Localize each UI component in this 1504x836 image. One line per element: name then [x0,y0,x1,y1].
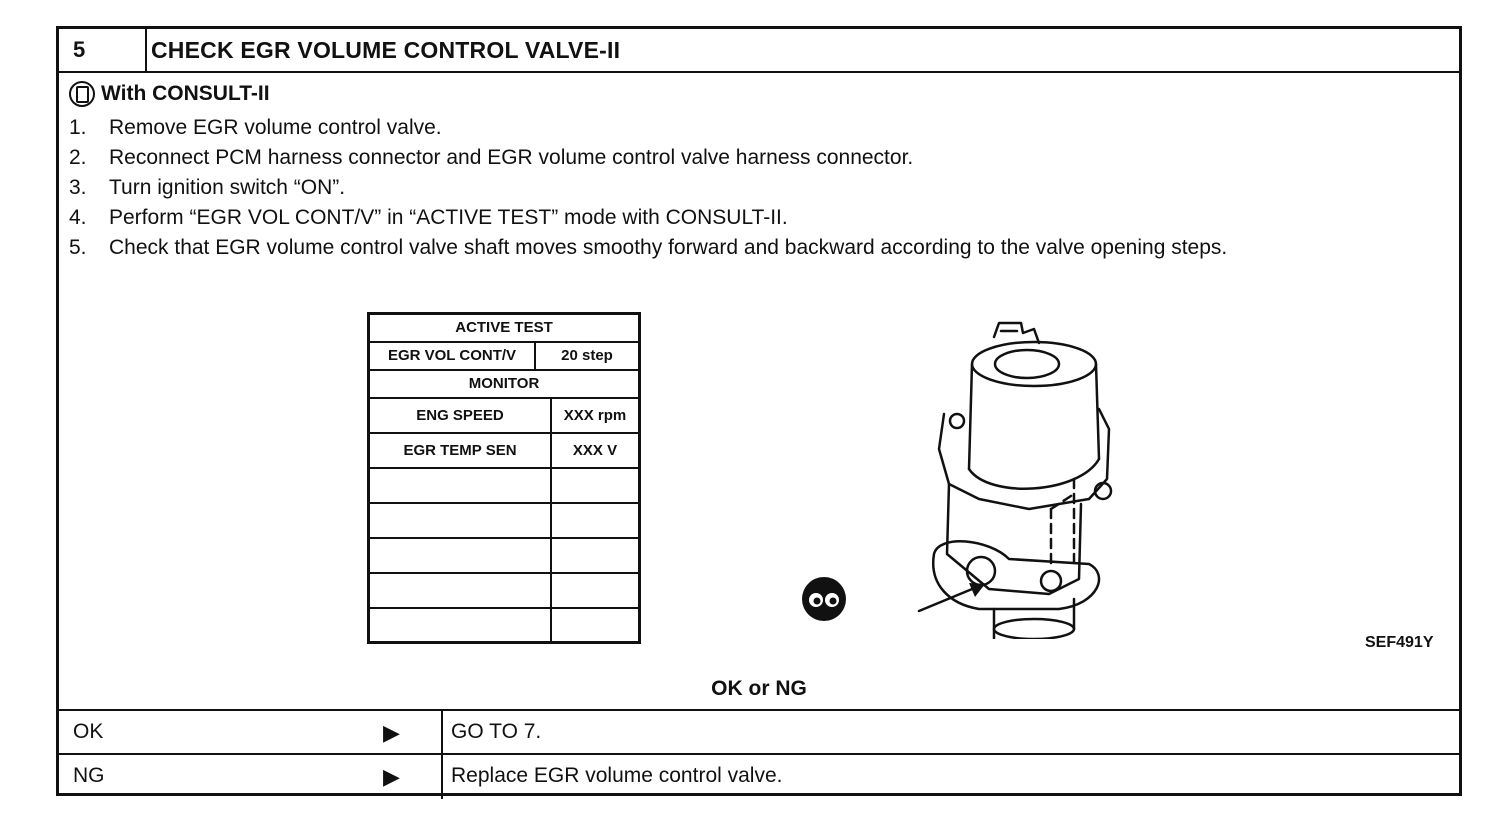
mode-line [69,81,270,107]
active-test-title: ACTIVE TEST [369,314,640,342]
result-prompt: OK or NG [711,677,807,700]
result-label-ng: NG [73,764,105,787]
monitor-row-value: XXX rpm [551,398,640,433]
mode-label: With CONSULT-II [101,82,270,105]
procedure-step: 1. Remove EGR volume control valve. [69,116,442,139]
step-title: CHECK EGR VOLUME CONTROL VALVE-II [151,37,621,63]
result-rule-mid [59,753,1459,755]
egr-valve-illustration [789,309,1189,639]
empty-cell [551,503,640,538]
empty-cell [551,608,640,643]
result-arrow-ng: ▶ [383,764,400,789]
active-test-value: 20 step [561,347,613,364]
procedure-step: 2. Reconnect PCM harness connector and EGR volume control valve harness connector. [69,146,914,169]
empty-cell [369,538,552,573]
procedure-step: 5. Check that EGR volume control valve shaft moves smoothy forward and backward according to the valve opening steps. [69,236,1228,259]
empty-cell [551,468,640,503]
monitor-row-label: EGR TEMP SEN [369,433,552,468]
consult-tester-icon [69,81,95,107]
empty-cell [551,573,640,608]
monitor-label: MONITOR [369,370,640,398]
empty-cell [551,538,640,573]
result-rule-top [59,709,1459,711]
result-action-ok: GO TO 7. [451,720,542,743]
empty-cell [369,573,552,608]
result-label-ok: OK [73,720,104,743]
active-test-item: EGR VOL CONT/V [370,343,536,369]
procedure-step: 4. Perform “EGR VOL CONT/V” in “ACTIVE TEST” mode with CONSULT-II. [69,206,788,229]
procedure-step: 3. Turn ignition switch “ON”. [69,176,346,199]
empty-cell [369,608,552,643]
eye-inspection-icon [799,574,849,624]
monitor-row-label: ENG SPEED [369,398,552,433]
monitor-row-value: XXX V [551,433,640,468]
result-arrow-ok: ▶ [383,720,400,745]
empty-cell [369,503,552,538]
empty-cell [369,468,552,503]
header-divider [145,29,147,73]
figure-code: SEF491Y [1365,634,1434,651]
active-test-screen [367,312,641,644]
step-number: 5 [73,37,86,62]
header-rule [59,71,1459,73]
result-divider [441,709,443,799]
procedure-steps [69,113,1429,263]
procedure-frame [56,26,1462,796]
result-action-ng: Replace EGR volume control valve. [451,764,783,787]
